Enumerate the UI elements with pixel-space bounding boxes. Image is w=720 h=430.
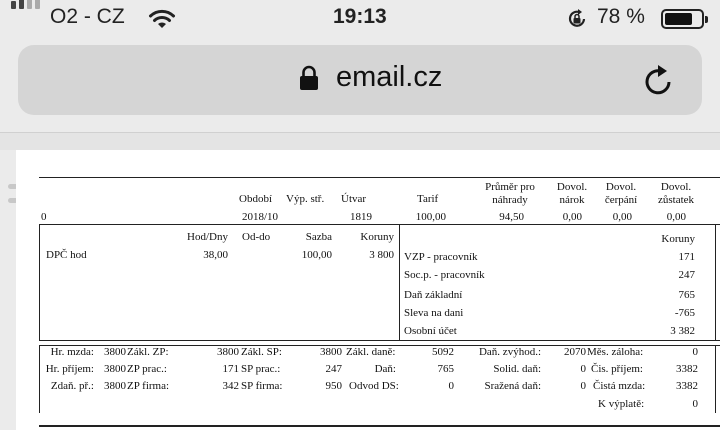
summary-label: Solid. daň: [493, 363, 541, 375]
leave-entitlement-label-2: nárok [559, 194, 585, 206]
summary-label: Daň: [374, 363, 396, 375]
item-crowns: 3 800 [369, 249, 394, 261]
leave-balance-label: Dovol. [660, 181, 692, 193]
item-name: DPČ hod [46, 249, 87, 261]
header-left-value: 0 [41, 211, 47, 223]
deduction-value: 247 [678, 269, 695, 281]
summary-value: 3800 [320, 346, 342, 358]
rule [39, 224, 40, 340]
deduction-value: 3 382 [670, 325, 695, 337]
deduction-value: 765 [678, 289, 695, 301]
toolbar-separator [0, 132, 720, 150]
col-crowns: Koruny [360, 231, 394, 243]
payslip-document [16, 150, 720, 430]
summary-label: Zdaň. př.: [50, 380, 94, 392]
summary-label: Sražená daň: [484, 380, 541, 392]
summary-label: Čis. příjem: [591, 363, 643, 375]
summary-value: 247 [325, 363, 342, 375]
summary-value: 950 [325, 380, 342, 392]
rule [715, 345, 716, 413]
summary-value: 3800 [104, 380, 126, 392]
address-bar[interactable] [18, 45, 702, 115]
rule [39, 177, 720, 178]
deduction-value: 171 [678, 251, 695, 263]
col-hours-days: Hod/Dny [187, 231, 228, 243]
leave-balance-label-2: zůstatek [657, 194, 695, 206]
avg-compensation-label: Průměr pro [485, 181, 535, 193]
summary-label: Čistá mzda: [593, 380, 646, 392]
tariff-label: Tarif [417, 193, 439, 205]
col-from-to: Od-do [242, 231, 271, 243]
summary-value: 5092 [432, 346, 454, 358]
leave-used-label-2: čerpání [604, 194, 638, 206]
deduction-value: -765 [674, 307, 695, 319]
reload-button[interactable] [643, 63, 675, 97]
summary-label: Zákl. SP: [241, 346, 282, 358]
summary-value: 0 [692, 398, 698, 410]
summary-value: 342 [222, 380, 239, 392]
battery-percentage: 78 % [597, 5, 645, 28]
deductions-header: Koruny [661, 233, 695, 245]
leave-entitlement-label: Dovol. [556, 181, 588, 193]
summary-value: 0 [448, 380, 454, 392]
summary-value: 0 [580, 363, 586, 375]
deduction-label: Soc.p. - pracovník [404, 269, 485, 281]
summary-label: Zákl. ZP: [127, 346, 169, 358]
rule [715, 224, 716, 340]
deduction-label: Sleva na dani [404, 307, 464, 319]
summary-value: 3800 [217, 346, 239, 358]
period-value: 2018/10 [242, 211, 279, 223]
rule [39, 345, 40, 413]
summary-value: 171 [222, 363, 239, 375]
rule [399, 224, 400, 340]
leave-used-value: 0,00 [612, 211, 632, 223]
url-text[interactable]: email.cz [336, 61, 443, 93]
summary-label: Daň. zvýhod.: [478, 346, 541, 358]
summary-label: Zákl. daně: [346, 346, 396, 358]
unit-label: Útvar [341, 193, 367, 205]
summary-label: K výplatě: [598, 398, 645, 410]
rotation-lock-icon [566, 8, 588, 30]
tariff-value: 100,00 [415, 211, 446, 223]
deduction-label: VZP - pracovník [404, 251, 478, 263]
padlock-icon [299, 65, 319, 91]
summary-label: Měs. záloha: [587, 346, 644, 358]
summary-label: SP prac.: [241, 363, 281, 375]
summary-value: 3382 [676, 363, 698, 375]
wifi-icon [148, 8, 176, 30]
summary-label: Hr. příjem: [45, 363, 94, 375]
avg-center-label: Výp. stř. [286, 193, 325, 205]
summary-value: 765 [437, 363, 454, 375]
summary-value: 3800 [104, 346, 126, 358]
summary-value: 2070 [564, 346, 586, 358]
leave-balance-value: 0,00 [666, 211, 686, 223]
deduction-label: Osobní účet [404, 325, 457, 337]
summary-label: ZP firma: [127, 380, 170, 392]
rule [39, 425, 720, 427]
rule [39, 224, 720, 225]
summary-label: SP firma: [241, 380, 283, 392]
unit-value: 1819 [350, 211, 372, 223]
battery-icon [661, 9, 704, 29]
summary-value: 0 [692, 346, 698, 358]
deduction-label: Daň základní [404, 289, 463, 301]
leave-entitlement-value: 0,00 [562, 211, 582, 223]
summary-value: 3382 [676, 380, 698, 392]
rule [39, 340, 720, 341]
item-rate: 100,00 [301, 249, 332, 261]
summary-label: ZP prac.: [127, 363, 167, 375]
col-rate: Sazba [305, 231, 332, 243]
item-hours: 38,00 [203, 249, 228, 261]
summary-value: 0 [580, 380, 586, 392]
summary-label: Odvod DS: [349, 380, 399, 392]
leave-used-label: Dovol. [605, 181, 637, 193]
avg-compensation-label-2: náhrady [492, 194, 528, 206]
status-bar [0, 0, 720, 38]
summary-value: 3800 [104, 363, 126, 375]
avg-compensation-value: 94,50 [499, 211, 524, 223]
period-label: Období [239, 193, 272, 205]
summary-label: Hr. mzda: [50, 346, 94, 358]
clock: 19:13 [333, 5, 387, 28]
carrier-name: O2 - CZ [50, 5, 125, 28]
